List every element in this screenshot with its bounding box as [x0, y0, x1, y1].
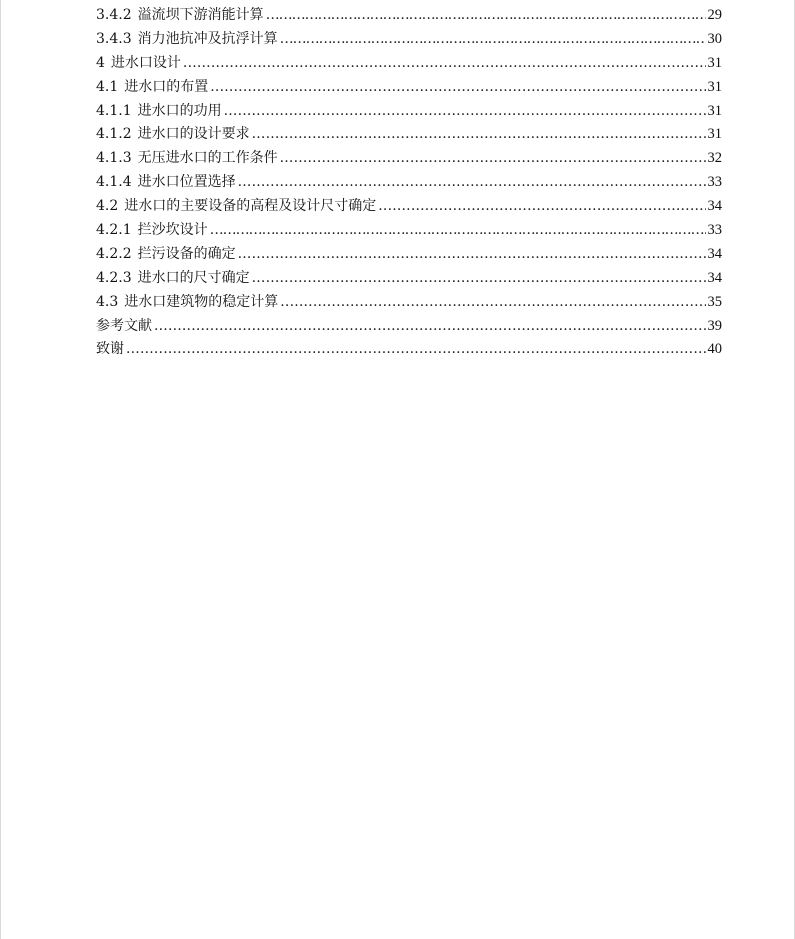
toc-entry-title: 进水口的主要设备的高程及设计尺寸确定 — [124, 198, 377, 215]
toc-entry-page: 34 — [707, 198, 722, 215]
toc-entry-title: 进水口的尺寸确定 — [137, 269, 250, 286]
toc-dot-leader — [238, 171, 706, 195]
toc-entry[interactable] — [96, 100, 722, 124]
toc-dot-leader — [183, 52, 706, 76]
toc-entry-number: 4.1.4 — [96, 174, 132, 191]
table-of-contents — [96, 4, 722, 362]
toc-entry-title: 拦污设备的确定 — [137, 245, 236, 262]
toc-entry[interactable] — [96, 123, 722, 147]
toc-entry-title: 进水口的功用 — [137, 102, 222, 119]
toc-entry-page: 31 — [707, 126, 722, 143]
toc-dot-leader — [154, 315, 706, 339]
toc-entry-number: 4.3 — [96, 293, 119, 310]
toc-entry-page: 39 — [707, 317, 722, 334]
toc-dot-leader — [280, 28, 706, 52]
toc-dot-leader — [280, 291, 705, 315]
toc-entry-title: 拦沙坎设计 — [137, 222, 208, 239]
toc-entry-number: 4.2.3 — [96, 269, 132, 286]
toc-entry-title: 无压进水口的工作条件 — [137, 150, 278, 167]
toc-entry[interactable] — [96, 52, 722, 76]
toc-entry-title: 进水口建筑物的稳定计算 — [124, 293, 279, 310]
toc-entry-page: 29 — [707, 7, 722, 23]
toc-entry-number: 4 — [96, 54, 105, 71]
toc-entry-number: 4.2.2 — [96, 245, 132, 262]
toc-entry-number: 4.2 — [96, 198, 119, 215]
toc-entry-title: 参考文献 — [96, 317, 152, 334]
toc-dot-leader — [126, 338, 706, 362]
toc-entry-title: 进水口设计 — [110, 54, 181, 71]
toc-entry-number: 3.4.2 — [96, 7, 132, 23]
toc-entry-page: 33 — [707, 174, 722, 191]
toc-entry[interactable] — [96, 219, 722, 243]
toc-entry-title: 溢流坝下游消能计算 — [137, 7, 264, 23]
toc-dot-leader — [224, 100, 706, 124]
toc-entry-page: 31 — [707, 102, 722, 119]
toc-entry-title: 进水口的设计要求 — [137, 126, 250, 143]
toc-entry-title: 进水口的布置 — [124, 78, 209, 95]
toc-entry-number: 4.1.2 — [96, 126, 132, 143]
toc-entry-title: 致谢 — [96, 341, 124, 358]
toc-entry[interactable] — [96, 76, 722, 100]
toc-entry[interactable] — [96, 291, 722, 315]
toc-entry-number: 4.1 — [96, 78, 119, 95]
toc-entry-page: 35 — [707, 293, 722, 310]
toc-dot-leader — [238, 243, 706, 267]
toc-dot-leader — [378, 195, 705, 219]
toc-entry[interactable] — [96, 195, 722, 219]
toc-entry[interactable] — [96, 171, 722, 195]
toc-entry-number: 3.4.3 — [96, 30, 132, 47]
toc-entry[interactable] — [96, 243, 722, 267]
toc-entry-page: 32 — [707, 150, 722, 167]
toc-entry[interactable] — [96, 267, 722, 291]
toc-entry-page: 34 — [707, 269, 722, 286]
toc-entry[interactable] — [96, 147, 722, 171]
toc-entry[interactable] — [96, 4, 722, 28]
toc-entry-number: 4.1.3 — [96, 150, 132, 167]
toc-entry-title: 消力池抗冲及抗浮计算 — [137, 30, 278, 47]
toc-entry-title: 进水口位置选择 — [137, 174, 236, 191]
toc-entry-page: 40 — [707, 341, 722, 358]
toc-dot-leader — [252, 267, 706, 291]
toc-entry-number: 4.2.1 — [96, 222, 132, 239]
toc-dot-leader — [280, 147, 706, 171]
toc-entry[interactable] — [96, 315, 722, 339]
toc-dot-leader — [210, 76, 705, 100]
toc-dot-leader — [266, 4, 706, 28]
toc-dot-leader — [210, 219, 706, 243]
toc-entry[interactable] — [96, 338, 722, 362]
toc-entry-page: 30 — [707, 30, 722, 47]
toc-dot-leader — [252, 123, 706, 147]
toc-entry-page: 31 — [707, 54, 722, 71]
toc-entry-page: 31 — [707, 78, 722, 95]
toc-entry[interactable] — [96, 28, 722, 52]
toc-entry-page: 34 — [707, 245, 722, 262]
toc-entry-number: 4.1.1 — [96, 102, 132, 119]
toc-entry-page: 33 — [707, 222, 722, 239]
